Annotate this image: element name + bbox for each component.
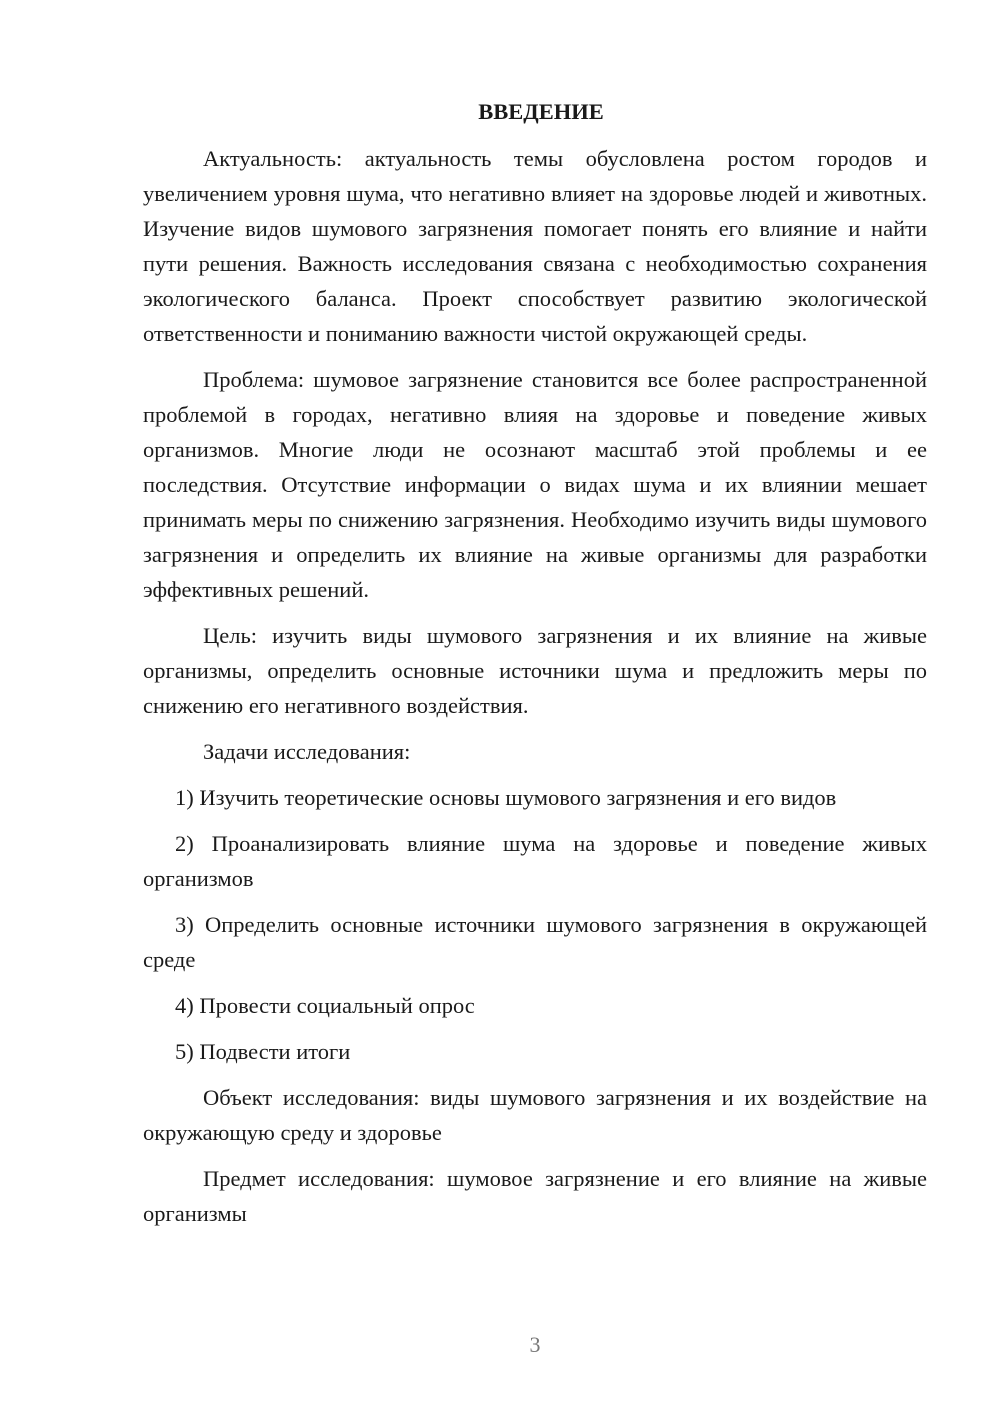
task-item: 5) Подвести итоги (175, 1039, 351, 1064)
page-number: 3 (529, 1332, 541, 1357)
section-heading: ВВЕДЕНИЕ (478, 99, 604, 124)
task-item: 2) Проанализировать влияние шума на здоровье и поведение живых организмов (143, 831, 927, 891)
tasks-title: Задачи исследования: (203, 739, 411, 764)
task-item: 4) Провести социальный опрос (175, 993, 475, 1018)
goal-paragraph: Цель: изучить виды шумового загрязнения и их влияние на живые организмы, определить основные источники шума и предложить меры по снижению его негативного воздействия. (143, 623, 927, 718)
document-body (143, 94, 927, 1242)
relevance-paragraph: Актуальность: актуальность темы обусловлена ростом городов и увеличением уровня шума, что негативно влияет на здоровье людей и животных. Изучение видов шумового загрязнения помогает понять его влияние и найти пути решения. Важность исследования связана с необходимостью сохранения экологического баланса. Проект способствует развитию экологической ответственности и пониманию важности чистой окружающей среды. (143, 146, 927, 346)
task-item: 3) Определить основные источники шумового загрязнения в окружающей среде (143, 912, 927, 972)
problem-paragraph: Проблема: шумовое загрязнение становится все более распространенной проблемой в городах, негативно влияя на здоровье и поведение живых организмов. Многие люди не осознают масштаб этой проблемы и ее последствия. Отсутствие информации о видах шума и их влиянии мешает принимать меры по снижению загрязнения. Необходимо изучить виды шумового загрязнения и определить их влияние на живые организмы для разработки эффективных решений. (143, 367, 927, 602)
subject-paragraph: Предмет исследования: шумовое загрязнение и его влияние на живые организмы (143, 1166, 927, 1226)
task-item: 1) Изучить теоретические основы шумового загрязнения и его видов (175, 785, 837, 810)
object-paragraph: Объект исследования: виды шумового загрязнения и их воздействие на окружающую среду и здоровье (143, 1085, 927, 1145)
